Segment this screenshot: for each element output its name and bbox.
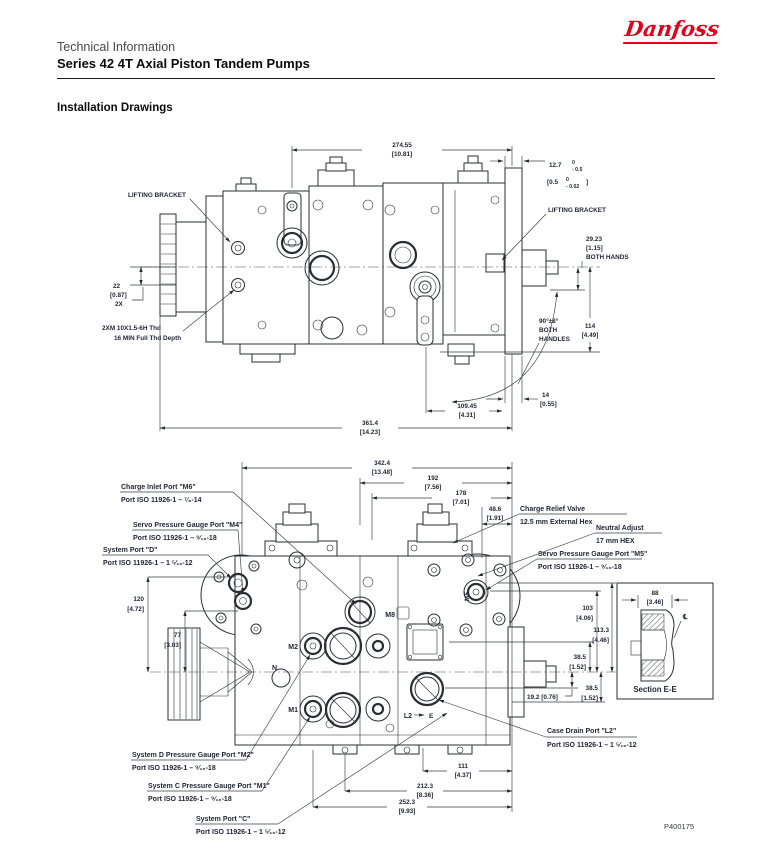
dim-handle-offset [550,236,629,290]
overall-len-in: [14.23] [359,429,381,436]
dim-flange-thickness [486,356,557,408]
d120-in: [4.72] [127,606,144,613]
d342-in: [13.48] [371,469,393,476]
d252-in: [9.93] [398,808,416,815]
dim-192 [360,475,512,491]
dim-385b [581,672,601,702]
doc-type: Technical Information [57,40,176,54]
dim-342 [242,460,512,476]
port-c-name: System Port "C" [196,816,251,823]
neutral-name: Neutral Adjust [596,525,644,532]
tag-l2: L2 [403,713,412,720]
tag-e: E [429,713,434,720]
handle-angle-l2: BOTH [539,327,558,334]
port-m2-name: System D Pressure Gauge Port "M2" [132,752,254,759]
d385a-in: [1.52] [569,664,586,671]
d77-mm: 77 [173,632,181,639]
tag-m5: M5 [464,592,471,601]
lifting-bracket-left-text: LIFTING BRACKET [128,192,186,199]
bolt-offset-qty: 2X [115,301,123,308]
section-dim-mm: 88 [651,590,659,597]
d113-in: [4.46] [592,637,609,644]
port-m4-name: Servo Pressure Gauge Port "M4" [133,522,243,529]
tol-in-close: ] [586,179,589,186]
height-cl-in: [4.49] [581,332,599,339]
d103-in: [4.06] [576,615,593,622]
section-heading: Installation Drawings [57,102,173,114]
pump-top-view [150,504,616,754]
d192-mm: 192 [427,475,439,482]
section-dim-in: [3.46] [646,599,664,606]
centerline-symbol: ℄ [683,614,688,621]
port-m1-name: System C Pressure Gauge Port "M1" [148,783,270,790]
dim-212 [345,754,512,799]
d48-in: [1.91] [486,515,504,522]
dim-overall-width-mm: 274.55 [392,142,412,149]
figure-id: P400175 [664,822,695,831]
thread-note-l2: 16 MIN Full Thd Depth [114,335,182,342]
d178-mm: 178 [455,490,467,497]
handle-offset-in: [1.15] [586,245,603,252]
port-d-spec: Port ISO 11926-1 – 1 ⁵⁄₁₆-12 [103,560,193,567]
tol-in-upper: 0 [566,177,569,183]
doc-title: Series 42 4T Axial Piston Tandem Pumps [57,56,310,71]
d111-in: [4.37] [454,772,472,779]
tol-lower: - 0.5 [572,167,583,173]
tag-n: N [271,665,277,672]
port-c-spec: Port ISO 11926-1 – 1 ⁵⁄₁₆-12 [196,829,286,836]
port-m6-name: Charge Inlet Port "M6" [121,484,196,491]
d120-mm: 120 [133,596,144,603]
d212-in: [8.36] [416,792,434,799]
dim-overall-width-in: [10.81] [391,151,413,158]
dim-48 [482,506,512,524]
d48-mm: 48.6 [488,506,502,513]
tol-in-open: [0.5 [547,179,559,186]
d19-text: 19.2 [0.76] [527,694,558,701]
d103-mm: 103 [582,605,593,612]
tag-m1: M1 [288,707,298,714]
port-m1-spec: Port ISO 11926-1 – ⁹⁄₁₆-18 [148,796,232,803]
port-d-name: System Port "D" [103,547,158,554]
bolt-offset-mm: 22 [113,283,121,290]
height-cl-mm: 114 [584,323,596,330]
d77-in: [3.03] [164,642,181,649]
thread-note-l1: 2XM 10X1.5-6H Thd [102,325,161,332]
tol-upper: 0 [572,160,575,166]
relief-name: Charge Relief Valve [520,506,585,513]
tol-in-lower: - 0.02 [566,184,580,190]
flange-thk-in: [0.55] [540,401,557,408]
shaft-len-mm: 109.45 [457,403,477,410]
handle-angle-l1: 90°±8° [539,318,559,325]
shaft-len-in: [4.31] [458,412,476,419]
pump-side-view [140,156,600,364]
port-m2-spec: Port ISO 11926-1 – ⁹⁄₁₆-18 [132,765,216,772]
flange-thk-mm: 14 [542,392,550,399]
tol-mm: 12.7 [549,162,562,169]
d178-in: [7.01] [452,499,470,506]
bolt-offset-in: [0.87] [110,292,127,299]
d342-mm: 342.4 [374,460,390,467]
d385b-mm: 38.5 [585,685,598,692]
tag-m2: M2 [288,644,298,651]
d111-mm: 111 [458,763,468,770]
d192-in: [7.56] [424,484,442,491]
handle-angle-l3: HANDLES [539,336,570,343]
overall-len-mm: 361.4 [362,420,378,427]
danfoss-logo-text: Danfoss [623,16,721,41]
dim-385a [569,642,590,672]
tag-m8: M8 [385,612,395,619]
d252-mm: 252.3 [399,799,415,806]
port-m5-spec: Port ISO 11926-1 – ⁹⁄₁₆-18 [538,564,622,571]
handle-offset-note: BOTH HANDS [586,254,629,261]
d385b-in: [1.52] [581,695,598,702]
d212-mm: 212.3 [417,783,433,790]
section-ee [617,583,713,699]
section-label: Section E-E [633,685,677,694]
d385a-mm: 38.5 [573,654,586,661]
port-l2-name: Case Drain Port "L2" [547,728,617,735]
lifting-bracket-right-text: LIFTING BRACKET [548,207,606,214]
port-m6-spec: Port ISO 11926-1 – ⁷⁄₈-14 [121,497,202,504]
dim-113 [592,583,612,672]
port-l2-spec: Port ISO 11926-1 – 1 ⁵⁄₁₆-12 [547,742,637,749]
dim-252 [313,750,512,815]
relief-spec: 12.5 mm External Hex [520,519,593,526]
neutral-spec: 17 mm HEX [596,538,635,545]
port-m4-spec: Port ISO 11926-1 – ⁹⁄₁₆-18 [133,535,217,542]
port-m5-name: Servo Pressure Gauge Port "M5" [538,551,648,558]
d113-mm: 113.3 [593,627,609,634]
handle-offset-mm: 29.23 [586,236,602,243]
